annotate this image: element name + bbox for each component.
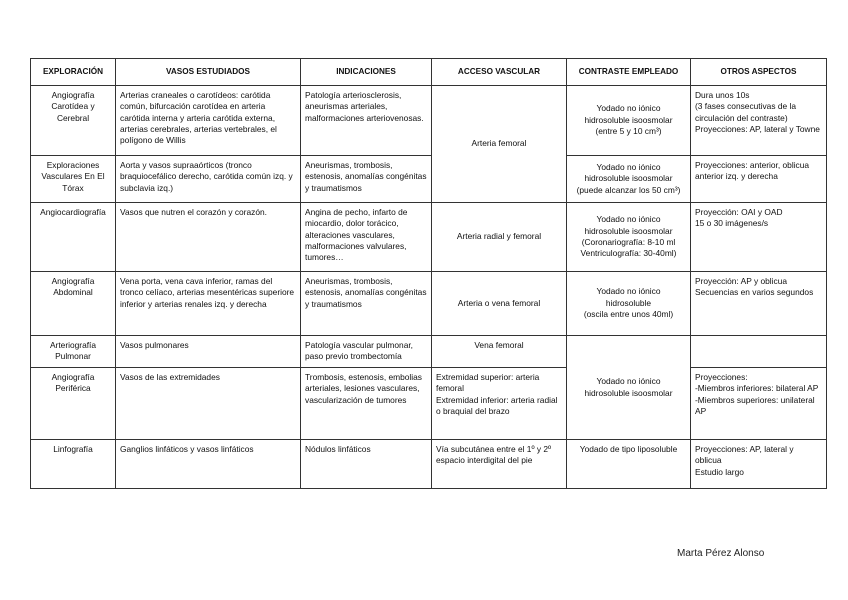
table-row bbox=[31, 156, 827, 203]
cell-indicaciones: Patología arteriosclerosis, aneurismas arteriales, malformaciones arteriovenosas. bbox=[301, 86, 432, 156]
cell-exploracion: Angiocardiografía bbox=[31, 203, 116, 272]
cell-line: Proyecciones: AP, lateral y Towne bbox=[695, 124, 820, 135]
table-row bbox=[31, 272, 827, 336]
header-acceso: ACCESO VASCULAR bbox=[432, 59, 567, 86]
cell-line: -Miembros superiores: unilateral AP bbox=[695, 394, 815, 417]
cell-line: hidrosoluble isoosmolar bbox=[584, 173, 673, 184]
cell-contraste bbox=[567, 86, 691, 156]
cell-line: hidrosoluble isoosmolar bbox=[584, 225, 673, 236]
cell-otros bbox=[691, 336, 827, 368]
cell-acceso bbox=[432, 368, 567, 440]
cell-line: Proyección: OAI y OAD bbox=[695, 207, 783, 217]
cell-vasos: Vasos de las extremidades bbox=[116, 368, 301, 440]
table-row bbox=[31, 336, 827, 368]
header-indicaciones: INDICACIONES bbox=[301, 59, 432, 86]
header-contraste: CONTRASTE EMPLEADO bbox=[567, 59, 691, 86]
header-row bbox=[31, 59, 827, 86]
cell-vasos: Vena porta, vena cava inferior, ramas del tronco celíaco, arterias mesentéricas superiore inferior y arterias renales izq. y derecha bbox=[116, 272, 301, 336]
cell-line: (entre 5 y 10 cm³) bbox=[595, 126, 662, 137]
cell-line: Arteriografía bbox=[49, 340, 97, 350]
cell-acceso: Vía subcutánea entre el 1º y 2º espacio interdigital del pie bbox=[432, 440, 567, 489]
table-row bbox=[31, 368, 827, 440]
cell-line: Yodado no iónico bbox=[596, 161, 661, 172]
cell-exploracion bbox=[31, 86, 116, 156]
cell-line: Vasculares En El bbox=[41, 171, 105, 182]
cell-line: Angiografía bbox=[51, 276, 95, 286]
cell-line: hidrosoluble bbox=[605, 297, 652, 308]
cell-line: Exploraciones bbox=[46, 160, 100, 170]
table-row bbox=[31, 86, 827, 156]
cell-contraste bbox=[567, 272, 691, 336]
cell-indicaciones: Aneurismas, trombosis, estenosis, anomalías congénitas y traumatismos bbox=[301, 272, 432, 336]
cell-line: Yodado no iónico bbox=[596, 286, 661, 297]
cell-line: Proyecciones: AP, lateral y oblicua bbox=[695, 444, 794, 466]
cell-line: Yodado no iónico bbox=[596, 103, 661, 114]
cell-exploracion bbox=[31, 156, 116, 203]
header-exploracion: EXPLORACIÓN bbox=[31, 59, 116, 86]
cell-line: (Coronariografía: 8-10 ml bbox=[581, 237, 676, 247]
cell-line: (oscila entre unos 40ml) bbox=[583, 309, 674, 320]
cell-contraste-shared bbox=[567, 336, 691, 440]
cell-exploracion: Linfografía bbox=[31, 440, 116, 489]
cell-vasos: Aorta y vasos supraaórticos (tronco braquiocefálico derecho, carótida común izq. y subclavia izq.) bbox=[116, 156, 301, 203]
cell-line: Tórax bbox=[62, 182, 84, 193]
cell-indicaciones: Patología vascular pulmonar, paso previo trombectomía bbox=[301, 336, 432, 368]
exploration-table bbox=[30, 58, 827, 489]
cell-otros bbox=[691, 203, 827, 272]
cell-contraste: Yodado de tipo liposoluble bbox=[567, 440, 691, 489]
cell-indicaciones: Nódulos linfáticos bbox=[301, 440, 432, 489]
cell-exploracion bbox=[31, 336, 116, 368]
header-otros: OTROS ASPECTOS bbox=[691, 59, 827, 86]
cell-line: Dura unos 10s bbox=[695, 90, 750, 100]
cell-line: hidrosoluble isoosmolar bbox=[584, 114, 673, 125]
cell-indicaciones: Trombosis, estenosis, embolias arteriales, lesiones vasculares, vascularización de tumores bbox=[301, 368, 432, 440]
cell-vasos: Vasos que nutren el corazón y corazón. bbox=[116, 203, 301, 272]
cell-line: Abdominal bbox=[53, 287, 93, 298]
cell-otros bbox=[691, 272, 827, 336]
cell-line: Proyección: AP y oblicua bbox=[695, 276, 788, 286]
cell-acceso: Arteria o vena femoral bbox=[432, 272, 567, 336]
cell-line: -Miembros inferiores: bilateral AP bbox=[695, 383, 819, 394]
cell-exploracion bbox=[31, 368, 116, 440]
cell-line: (puede alcanzar los 50 cm³) bbox=[576, 184, 681, 195]
table-row bbox=[31, 440, 827, 489]
cell-line: Angiografía bbox=[51, 90, 95, 100]
cell-vasos: Arterias craneales o carotídeos: carótida común, bifurcación carotídea en arteria carótida interna y arteria carótida externa, arterias cerebrales, arterias vertebrales, el polígono de Willis bbox=[116, 86, 301, 156]
cell-otros bbox=[691, 86, 827, 156]
cell-line: Estudio largo bbox=[695, 466, 744, 477]
cell-exploracion bbox=[31, 272, 116, 336]
cell-line: (3 fases consecutivas de la circulación del contraste) bbox=[695, 101, 797, 123]
cell-line: Pulmonar bbox=[55, 351, 91, 362]
cell-indicaciones: Angina de pecho, infarto de miocardio, dolor torácico, alteraciones vasculares, malformaciones valvulares, tumores… bbox=[301, 203, 432, 272]
cell-line: Periférica bbox=[55, 383, 91, 394]
cell-line: Yodado no iónico bbox=[596, 376, 661, 387]
header-vasos: VASOS ESTUDIADOS bbox=[116, 59, 301, 86]
cell-contraste bbox=[567, 203, 691, 272]
cell-line: Proyecciones: bbox=[695, 372, 748, 382]
cell-contraste bbox=[567, 156, 691, 203]
cell-line: Extremidad superior: arteria femoral bbox=[436, 372, 540, 394]
cell-vasos: Ganglios linfáticos y vasos linfáticos bbox=[116, 440, 301, 489]
cell-acceso-shared: Arteria femoral bbox=[432, 86, 567, 203]
cell-line: Carotídea y bbox=[51, 101, 95, 112]
cell-acceso: Arteria radial y femoral bbox=[432, 203, 567, 272]
cell-line: Yodado no iónico bbox=[596, 214, 661, 225]
cell-line: Cerebral bbox=[56, 112, 90, 123]
cell-line: Angiografía bbox=[51, 372, 95, 382]
author-name: Marta Pérez Alonso bbox=[677, 548, 765, 559]
table-row bbox=[31, 203, 827, 272]
cell-indicaciones: Aneurismas, trombosis, estenosis, anomalías congénitas y traumatismos bbox=[301, 156, 432, 203]
cell-line: Secuencias en varios segundos bbox=[695, 287, 814, 298]
cell-line: 15 o 30 imágenes/s bbox=[695, 218, 769, 229]
cell-line: Extremidad inferior: arteria radial o braquial del brazo bbox=[436, 394, 558, 417]
cell-otros bbox=[691, 440, 827, 489]
cell-vasos: Vasos pulmonares bbox=[116, 336, 301, 368]
cell-line: hidrosoluble isoosmolar bbox=[584, 387, 673, 398]
cell-acceso: Vena femoral bbox=[432, 336, 567, 368]
cell-otros bbox=[691, 368, 827, 440]
cell-otros: Proyecciones: anterior, oblicua anterior izq. y derecha bbox=[691, 156, 827, 203]
cell-line: Ventriculografía: 30-40ml) bbox=[580, 248, 677, 259]
